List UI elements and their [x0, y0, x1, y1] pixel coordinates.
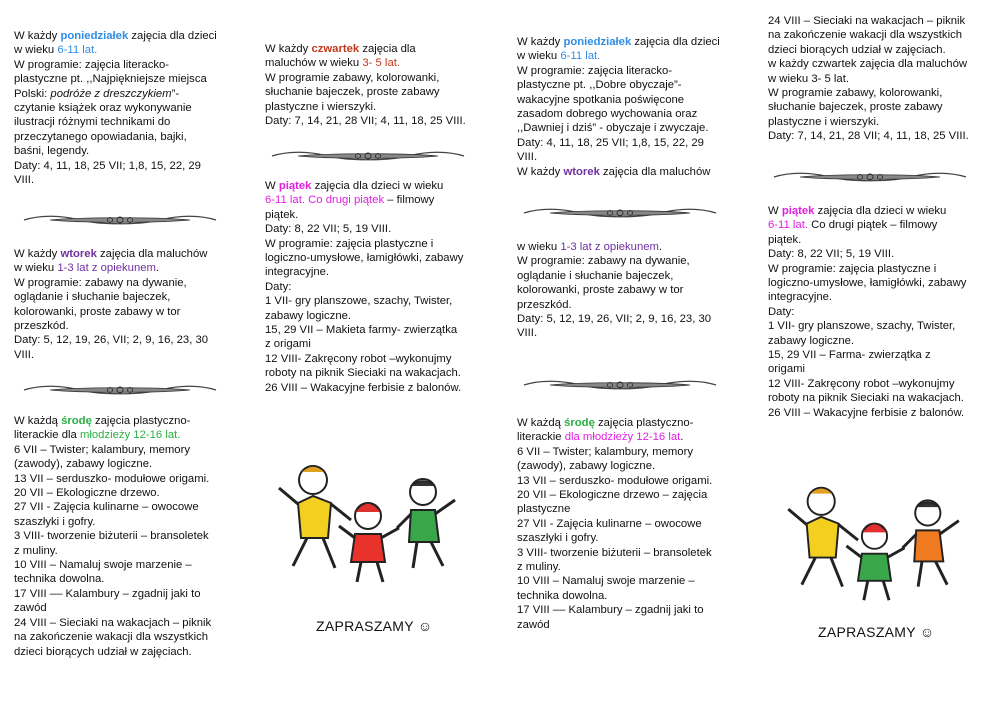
column-1-tuesday: W każdy wtorek zajęcia dla maluchów w wieku 1-3 lat z opiekunem. W programie: zabawy na dywanie, oglądanie i słuchanie bajeczek, kolorowanki, proste zabawy w tor przeszkód. Daty: 5, 12, 19, 26, VII; 2, 9, 16, 23, 30 VIII. [14, 248, 209, 361]
invitation-footer: ZAPRASZAMY ☺ [818, 624, 935, 640]
ornamental-divider-icon [20, 213, 220, 227]
column-3-monday: W każdy poniedziałek zajęcia dla dzieci w wieku 6-11 lat. W programie: zajęcia literacko- plastyczne pt. ,,Dobre obyczaje”- wakacyjne spotkania poświęcone zasadom dobrego wychowania oraz ,,Dawniej i dziś” - obyczaje i zwyczaje. Daty: 4, 11, 18, 25 VII; 1,8, 15, 22, 29 VIII. W każdy wtorek zajęcia dla maluchów [517, 36, 720, 178]
column-2-friday: W piątek zajęcia dla dzieci w wieku 6-11 lat. Co drugi piątek – filmowy piątek. Daty: 8, 22 VII; 5, 19 VIII. W programie: zajęcia plastyczne i logiczno-umysłowe, łamigłówki, zabawy integracyjne. Daty: 1 VII- gry planszowe, szachy, Twister, zabawy logiczne. 15, 29 VII – Makieta farmy- zwierzątka z origami 12 VIII- Zakręcony robot –wykonujmy roboty na piknik Sieciaki na wakacjach. 26 VIII – Wakacyjne ferbisie z balonów. [265, 180, 464, 394]
column-4-top: 24 VIII – Sieciaki na wakacjach – piknik na zakończenie wakacji dla wszystkich dzieci biorących udział w zajęciach. w każdy czwartek zajęcia dla maluchów w wieku 3- 5 lat. W programie zabawy, kolorowanki, słuchanie bajeczek, proste zabawy plastyczne i wierszyki. Daty: 7, 14, 21, 28 VII; 4, 11, 18, 25 VIII. [768, 15, 969, 143]
invitation-footer: ZAPRASZAMY ☺ [316, 618, 433, 634]
column-1-wednesday: W każdą środę zajęcia plastyczno- literackie dla młodzieży 12-16 lat. 6 VII – Twister; kalambury, memory (zawody), zabawy logiczne. 13 VII – serduszko- modułowe origami. 20 VII – Ekologiczne drzewo. 27 VII - Zajęcia kulinarne – owocowe szaszłyki i gofry. 3 VIII- tworzenie biżuterii – bransoletek z muliny. 10 VIII – Namaluj swoje marzenie – technika dowolna. 17 VIII –– Kalambury – zgadnij jaki to zawód 24 VIII – Sieciaki na wakacjach – piknik na zakończenie wakacji dla wszystkich dzieci biorących udział w zajęciach. [14, 415, 212, 658]
ornamental-divider-icon [520, 206, 720, 220]
column-4-friday: W piątek zajęcia dla dzieci w wieku 6-11 lat. Co drugi piątek – filmowy piątek. Daty: 8, 22 VII; 5, 19 VIII. W programie: zajęcia plastyczne i logiczno-umysłowe, łamigłówki, zabawy integracyjne. Daty: 1 VII- gry planszowe, szachy, Twister, zabawy logiczne. 15, 29 VII – Farma- zwierzątka z origami 12 VIII- Zakręcony robot –wykonujmy roboty na piknik Sieciaki na wakacjach. 26 VIII – Wakacyjne ferbisie z balonów. [768, 205, 967, 419]
dancing-kids-illustration [782, 480, 967, 606]
dancing-kids-illustration [273, 458, 463, 588]
ornamental-divider-icon [20, 383, 220, 397]
ornamental-divider-icon [268, 149, 468, 163]
column-2-thursday: W każdy czwartek zajęcia dla maluchów w wieku 3- 5 lat. W programie zabawy, kolorowanki, słuchanie bajeczek, proste zabawy plastyczne i wierszyki. Daty: 7, 14, 21, 28 VII; 4, 11, 18, 25 VIII. [265, 43, 466, 128]
ornamental-divider-icon [770, 170, 970, 184]
column-1: W każdy poniedziałek zajęcia dla dzieci w wieku 6-11 lat. W programie: zajęcia literacko- plastyczne pt. ,,Najpiękniejsze miejsca Polski: podróże z dreszczykiem”- czytanie książek oraz wykonywanie ilustracji różnymi technikami do przeczytanego opowiadania, bajki, baśni, legendy. Daty: 4, 11, 18, 25 VII; 1,8, 15, 22, 29 VIII. [14, 29, 234, 187]
column-3-tuesday: w wieku 1-3 lat z opiekunem. W programie: zabawy na dywanie, oglądanie i słuchanie bajeczek, kolorowanki, proste zabawy w tor przeszkód. Daty: 5, 12, 19, 26, VII; 2, 9, 16, 23, 30 VIII. [517, 241, 712, 340]
monday-heading: W każdy poniedziałek zajęcia dla dzieci [14, 30, 217, 42]
column-3-wednesday: W każdą środę zajęcia plastyczno- literackie dla młodzieży 12-16 lat. 6 VII – Twister; kalambury, memory (zawody), zabawy logiczne. 13 VII – serduszko- modułowe origami. 20 VII – Ekologiczne drzewo – zajęcia plastyczne 27 VII - Zajęcia kulinarne – owocowe szaszłyki i gofry. 3 VIII- tworzenie biżuterii – bransoletek z muliny. 10 VIII – Namaluj swoje marzenie – technika dowolna. 17 VIII –– Kalambury – zgadnij jaki to zawód [517, 417, 713, 631]
ornamental-divider-icon [520, 378, 720, 392]
